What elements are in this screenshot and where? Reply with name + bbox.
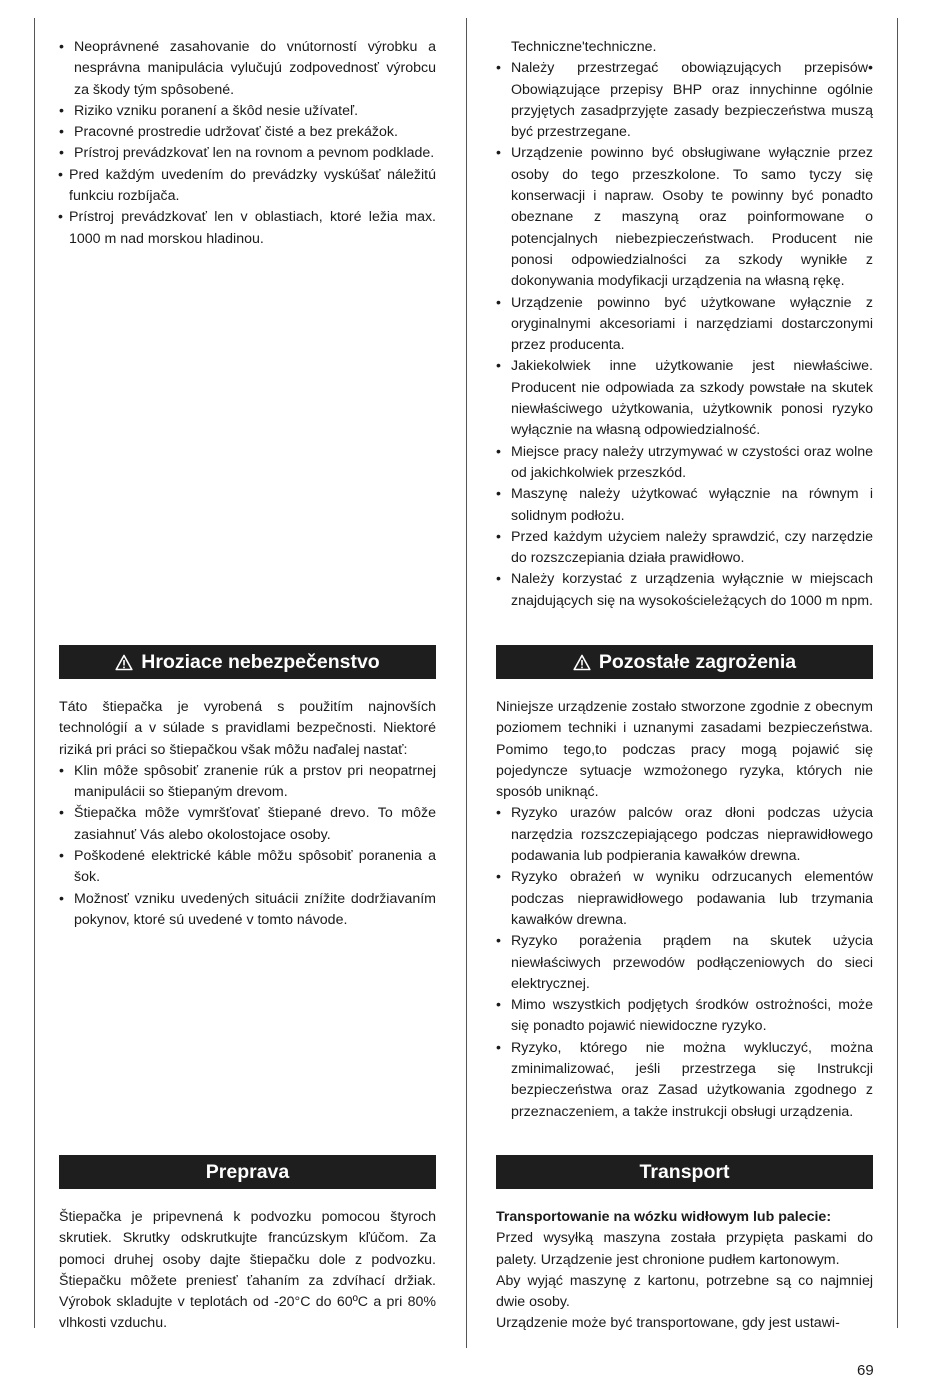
warning-triangle-icon [573, 654, 591, 671]
list-item: • Klin môže spôsobiť zranenie rúk a prstov pri neopatrnej manipulácii so štiepaným drevom. [59, 761, 436, 804]
left-hazards-body [59, 697, 436, 931]
list-item: • Štiepačka môže vymršťovať štiepané drevo. To môže zasiahnuť Vás alebo okolostojace osoby. [59, 803, 436, 846]
list-item: • Miejsce pracy należy utrzymywać w czystości oraz wolne od jakichkolwiek przeszkód. [496, 442, 873, 485]
paragraph: Przed wysyłką maszyna została przypięta paskami do palety. Urządzenie jest chronione pudłem kartonowym. [496, 1230, 873, 1268]
list-item: • Urządzenie powinno być obsługiwane wyłącznie przez osoby do tego przeszkolone. To samo tyczy się konserwacji i napraw. Osoby te powinny być ponadto obeznane z maszyną oraz poinformowane o potencjalnych niebezpieczeństwach. Producent nie ponosi odpowiedzialności za szkody wynikłe z dokonywania modyfikacji urządzenia na własną rękę. [496, 143, 873, 292]
list-item: • Należy korzystać z urządzenia wyłącznie w miejscach znajdujących się na wysokościeleżących do 1000 m npm. [496, 569, 873, 612]
right-transport-heading [496, 1155, 873, 1189]
column-rule-left [34, 18, 35, 1328]
paragraph: Niniejsze urządzenie zostało stworzone zgodnie z obecnym poziomem techniki i uznanymi zasadami bezpieczeństwa. Pomimo tego,to podczas pracy mogą pojawić się pojedyncze sytuacje wzmożonego ryzyka, których nie sposób uniknąć. [496, 699, 873, 801]
subheading: Transportowanie na wózku widłowym lub palecie: [496, 1209, 832, 1225]
paragraph: Táto štiepačka je vyrobená s použitím najnovších technológií a v súlade s pravidlami bezpečnosti. Niektoré riziká pri práci so štiepačkou však môžu naďalej nastať: [59, 699, 436, 758]
left-hazards-heading [59, 645, 436, 679]
list-item: • Jakiekolwiek inne użytkowanie jest niewłaściwe. Producent nie odpowiada za szkody powstałe na skutek niewłaściwego użytkowania, użytkownik ponosi ryzyko wyłącznie na własną odpowiedzialność. [496, 356, 873, 441]
section-title: Hroziace nebezpečenstvo [141, 650, 380, 673]
paragraph: Aby wyjąć maszynę z kartonu, potrzebne są co najmniej dwie osoby. [496, 1272, 873, 1311]
list-item: • Ryzyko porażenia prądem na skutek użycia niewłaściwych przewodów podłączeniowych do sieci elektrycznej. [496, 931, 873, 995]
list-item: • Przed każdym użyciem należy sprawdzić, czy narzędzie do rozszczepiania działa prawidłowo. [496, 527, 873, 570]
column-rule-center [466, 18, 467, 1348]
list-item: • Należy przestrzegać obowiązujących przepisów• Obowiązujące przepisy BHP oraz innychinne ogólnie przyjętych zasadprzyjęte zasady bezpieczeństwa muszą być przestrzegane. [496, 58, 873, 143]
paragraph: Urządzenie może być transportowane, gdy jest ustawi- [496, 1315, 840, 1332]
list-item: • Mimo wszystkich podjętych środków ostrożności, może się ponadto pojawić niewidoczne ryzyko. [496, 995, 873, 1038]
list-item: • Riziko vzniku poranení a škôd nesie užívateľ. [59, 101, 436, 122]
list-item: • Možnosť vzniku uvedených situácii znížite dodržiavaním pokynov, ktoré sú uvedené v tomto návode. [59, 889, 436, 932]
right-hazards-body [496, 697, 873, 1123]
list-item: • Neoprávnené zasahovanie do vnútorností výrobku a nesprávna manipulácia vylučujú zodpovednosť výrobcu za škody tým spôsobené. [59, 37, 436, 101]
list-item: • Urządzenie powinno być użytkowane wyłącznie z oryginalnymi akcesoriami i narzędziami dostarczonymi przez producenta. [496, 293, 873, 357]
left-transport-heading [59, 1155, 436, 1189]
list-item: • Pracovné prostredie udržovať čisté a bez prekážok. [59, 122, 436, 143]
left-intro-list [59, 37, 436, 250]
page-number: 69 [857, 1362, 874, 1379]
list-item: • Prístroj prevádzkovať len na rovnom a pevnom podklade. [59, 143, 436, 164]
list-item: • Ryzyko urazów palców oraz dłoni podczas użycia narzędzia rozszczepiającego podczas nieprawidłowego podawania lub podpierania kawałków drewna. [496, 803, 873, 867]
section-title: Preprava [205, 1160, 290, 1183]
list-item: • Maszynę należy użytkować wyłącznie na równym i solidnym podłożu. [496, 484, 873, 527]
continuation-text: Techniczne'techniczne. [511, 39, 657, 55]
list-item: • Prístroj prevádzkovať len v oblastiach, ktoré ležia max. 1000 m nad morskou hladinou. [59, 207, 436, 250]
column-rule-right [897, 18, 898, 1328]
left-transport-body [59, 1207, 436, 1335]
list-item: • Ryzyko, którego nie można wykluczyć, można zminimalizować, jeśli przestrzega się Instrukcji bezpieczeństwa oraz Zasad użytkowania zgodnego z przeznaczeniem, a także instrukcji obsługi urządzenia. [496, 1038, 873, 1123]
section-title: Pozostałe zagrożenia [598, 650, 797, 673]
right-transport-body [496, 1207, 873, 1335]
right-intro-list [496, 37, 873, 612]
warning-triangle-icon [115, 654, 133, 671]
list-item: • Poškodené elektrické káble môžu spôsobiť poranenia a šok. [59, 846, 436, 889]
paragraph: Štiepačka je pripevnená k podvozku pomocou štyroch skrutiek. Skrutky odskrutkujte francúzskym kľúčom. Za pomoci druhej osoby dajte štiepačku dole z podvozku. Štiepačku môžete preniesť ťahaním za zdvíhací držiak. Výrobok skladujte v teplotách od -20°C do 60ºC a pri 80% vlhkosti vzduchu. [59, 1209, 436, 1332]
section-title: Transport [639, 1160, 730, 1183]
right-hazards-heading [496, 645, 873, 679]
list-item: • Pred každým uvedením do prevádzky vyskúšať náležitú funkciu rozbíjača. [59, 165, 436, 208]
list-item: • Ryzyko obrażeń w wyniku odrzucanych elementów podczas nieprawidłowego podawania lub trzymania kawałków drewna. [496, 867, 873, 931]
